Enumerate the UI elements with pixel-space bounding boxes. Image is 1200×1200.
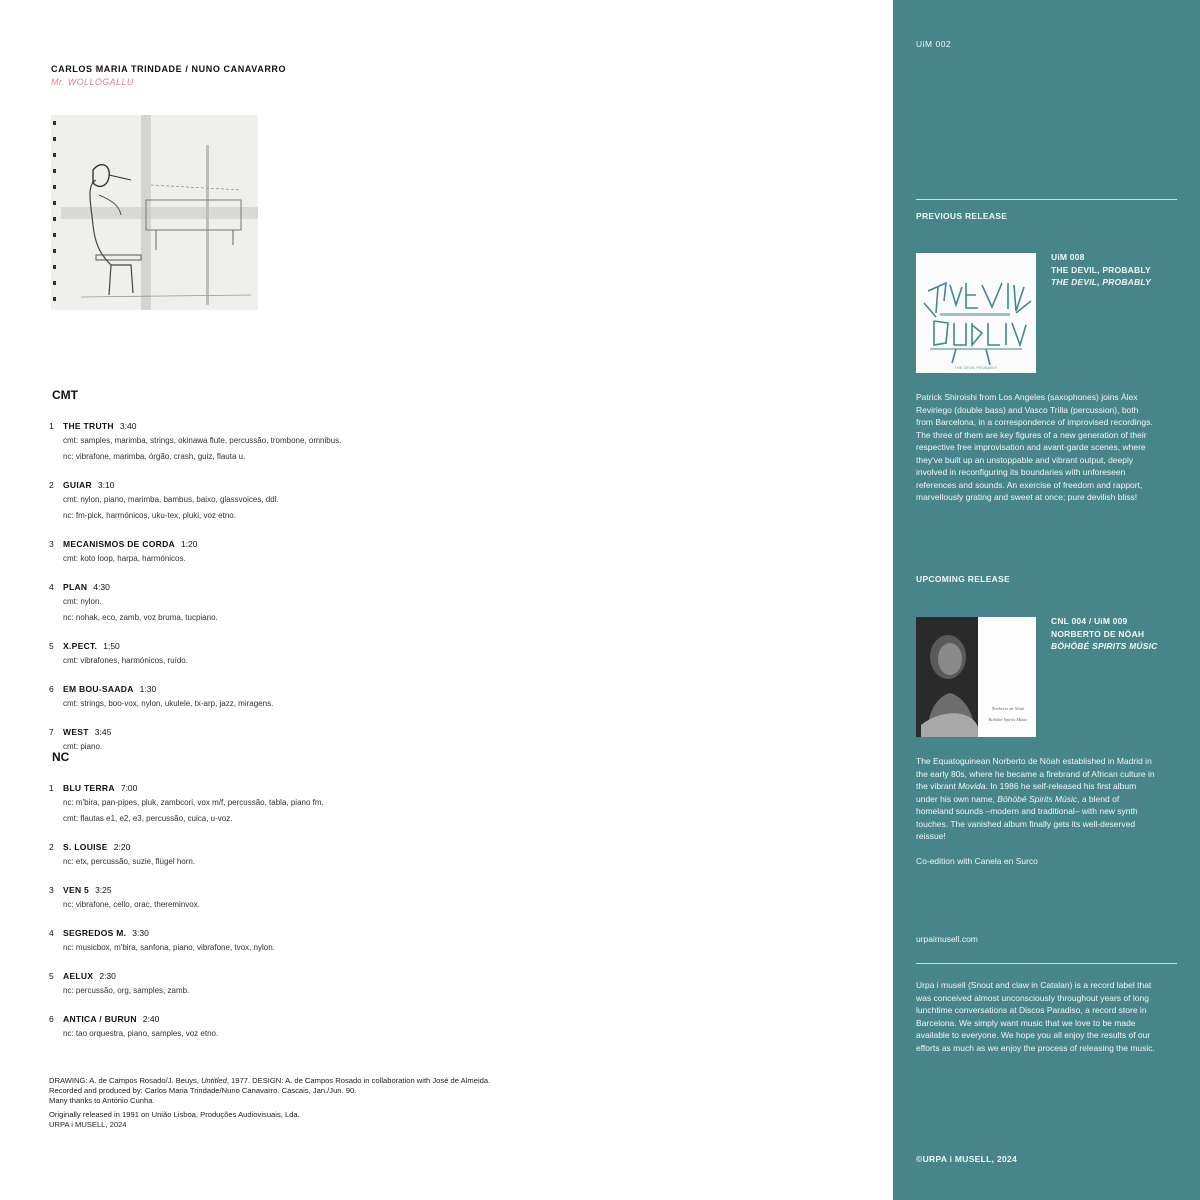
track-instruments: nc: fm-pick, harmónicos, uku-tex, pluki, voz etno.	[63, 511, 236, 520]
track-header	[49, 782, 549, 795]
album-artists: CARLOS MARIA TRINDADE / NUNO CANAVARRO	[51, 64, 287, 74]
track-header	[49, 683, 549, 696]
track-title: AELUX	[63, 971, 94, 981]
track-header	[49, 927, 549, 940]
track-duration: 3:25	[95, 885, 112, 895]
track-instruments: nc: etx, percussão, suzie, flügel horn.	[63, 857, 196, 866]
previous-release-cover	[916, 253, 1036, 373]
track-header	[49, 538, 549, 551]
upcoming-release-meta	[1051, 615, 1157, 653]
label-sidebar	[893, 0, 1200, 1200]
track-title: S. LOUISE	[63, 842, 108, 852]
track-number: 2	[49, 480, 54, 490]
track-number: 3	[49, 539, 54, 549]
track-header	[49, 726, 549, 739]
track-header	[49, 970, 549, 983]
track-duration: 3:30	[132, 928, 149, 938]
credits-label-year: URPA i MUSELL, 2024	[49, 1120, 127, 1129]
track-item	[49, 683, 549, 712]
track-instruments: nc: musicbox, m'bira, sanfona, piano, vibrafone, tvox, nylon.	[63, 943, 275, 952]
track-instruments: cmt: strings, boo-vox, nylon, ukulele, tx-arp, jazz, miragens.	[63, 699, 274, 708]
track-number: 4	[49, 582, 54, 592]
track-instruments: nc: vibrafone, cello, orac, thereminvox.	[63, 900, 200, 909]
label-about: Urpa i musell (Snout and claw in Catalan) is a record label that was conceived almost unconsciously throughout years of long lunchtime conversations at Discos Paradiso, a record store in Barcelona. We simply want music that we love to be made available to everyone. We hope you all enjoy the results of our efforts as much as we enjoy the process of releasing the music.	[916, 980, 1155, 1053]
divider	[916, 199, 1177, 200]
track-number: 6	[49, 684, 54, 694]
track-header	[49, 841, 549, 854]
coedition-note: Co-edition with Canela en Surco	[916, 855, 1038, 866]
track-instruments: cmt: flautas e1, e2, e3, percussão, cuica, u-voz.	[63, 814, 233, 823]
track-number: 7	[49, 727, 54, 737]
upcoming-cover-text-2: Böhöbé Spirits Músic	[988, 717, 1028, 722]
upcoming-release-title: BÖHÖBÉ SPIRITS MÚSIC	[1051, 641, 1158, 651]
previous-release-meta	[1051, 251, 1151, 289]
track-instruments: cmt: piano.	[63, 742, 103, 751]
upcoming-release-cat: CNL 004 / UiM 009	[1051, 616, 1128, 626]
track-number: 4	[49, 928, 54, 938]
track-item	[49, 538, 549, 567]
track-item	[49, 420, 549, 465]
track-item	[49, 884, 549, 913]
track-duration: 3:40	[119, 421, 137, 431]
track-item	[49, 479, 549, 524]
track-duration: 1:20	[180, 539, 198, 549]
track-instruments: cmt: nylon, piano, marimba, bambus, baixo, glassvoices, ddl.	[63, 495, 279, 504]
track-instruments: cmt: vibrafones, harmónicos, ruído.	[63, 656, 188, 665]
track-title: BLU TERRA	[63, 783, 115, 793]
album-title: Mr. WOLLOGALLU	[51, 77, 134, 87]
track-item	[49, 782, 549, 827]
previous-release-description: Patrick Shiroishi from Los Angeles (saxophones) joins Àlex Reviriego (double bass) and Vasco Trilla (percussion), both from Barcelona, in a correspondence of improvised recordings. The three of them are key figures of a new generation of their respective free improvisation and avant-garde scenes, where they've built up an unstoppable and vibrant output, deeply involved in reconfiguring its boundaries with unforeseen references and sounds. An exercise of freedom and rapport, marvellously grating and sweet at once; pure devilish bliss!	[916, 392, 1153, 502]
track-instruments: nc: vibrafone, marimba, órgão, crash, guiz, flauta u.	[63, 452, 246, 461]
track-duration: 7:00	[120, 783, 138, 793]
track-title: SEGREDOS M.	[63, 928, 127, 938]
track-instruments: nc: nohak, eco, zamb, voz bruma, tucpiano.	[63, 613, 218, 622]
track-title: THE TRUTH	[63, 421, 114, 431]
track-header	[49, 640, 549, 653]
track-instruments: cmt: nylon.	[63, 597, 102, 606]
side-b-heading: NC	[52, 750, 70, 764]
track-header	[49, 479, 549, 492]
track-item	[49, 640, 549, 669]
divider	[916, 963, 1177, 964]
side-b-tracklist	[49, 782, 549, 1056]
previous-cover-logo: THE DEVIL PROBABLY	[954, 365, 998, 370]
website-link[interactable]: urpaimusell.com	[916, 934, 978, 944]
track-duration: 3:10	[97, 480, 115, 490]
credits-drawing: DRAWING: A. de Campos Rosado/J. Beuys, Untitled, 1977. DESIGN: A. de Campos Rosado in collaboration with José de Almeida.	[49, 1076, 491, 1085]
track-number: 2	[49, 842, 54, 852]
track-header	[49, 1013, 549, 1026]
track-number: 1	[49, 421, 54, 431]
track-title: X.PECT.	[63, 641, 98, 651]
credits-recorded: Recorded and produced by: Carlos Maria Trindade/Nuno Canavarro. Cascais, Jan./Jun. 90.	[49, 1086, 357, 1095]
track-instruments: nc: percussão, org, samples, zamb.	[63, 986, 190, 995]
track-title: EM BOU-SAADA	[63, 684, 134, 694]
track-header	[49, 420, 549, 433]
track-item	[49, 970, 549, 999]
track-duration: 2:20	[113, 842, 131, 852]
credits-original: Originally released in 1991 on União Lisboa, Produções Audiovisuais, Lda.	[49, 1110, 300, 1119]
side-a-tracklist	[49, 420, 549, 769]
previous-release-heading: PREVIOUS RELEASE	[916, 211, 1008, 221]
track-item	[49, 841, 549, 870]
track-header	[49, 581, 549, 594]
track-duration: 2:30	[99, 971, 116, 981]
track-title: ANTICA / BURUN	[63, 1014, 137, 1024]
catalog-number: UiM 002	[916, 39, 952, 49]
track-number: 5	[49, 641, 54, 651]
track-item	[49, 581, 549, 626]
side-a-heading: CMT	[52, 388, 78, 402]
upcoming-release-heading: UPCOMING RELEASE	[916, 574, 1011, 584]
track-number: 6	[49, 1014, 54, 1024]
credits	[49, 1076, 490, 1130]
upcoming-release-cover	[916, 617, 1036, 737]
track-duration: 4:30	[93, 582, 110, 592]
previous-release-title: THE DEVIL, PROBABLY	[1051, 277, 1151, 287]
track-number: 5	[49, 971, 54, 981]
credits-thanks: Many thanks to António Cunha.	[49, 1096, 155, 1105]
track-number: 3	[49, 885, 54, 895]
upcoming-cover-text-1: Norberto de Nöah	[991, 706, 1025, 711]
track-instruments: cmt: samples, marimba, strings, okinawa flute, percussão, trombone, omnibus.	[63, 436, 342, 445]
previous-release-artist: THE DEVIL, PROBABLY	[1051, 264, 1151, 275]
track-item	[49, 927, 549, 956]
upcoming-release-description: The Equatoguinean Norberto de Nöah established in Madrid in the early 80s, where he became a firebrand of African culture in the vibrant Movida. In 1986 he self-released his first album under his own name, Böhöbé Spirits Músic, a blend of homeland sounds –modern and traditional– with new synth touches. The vanished album finally gets its well-deserved reissue! Co-edition with Canela en Surco	[916, 756, 1155, 866]
track-title: VEN 5	[63, 885, 90, 895]
track-duration: 3:45	[94, 727, 112, 737]
copyright-footer: ©URPA i MUSELL, 2024	[916, 1154, 1018, 1164]
previous-release-cat: UiM 008	[1051, 252, 1085, 262]
album-cover-drawing	[51, 115, 258, 310]
track-item	[49, 726, 549, 755]
track-duration: 1:50	[103, 641, 120, 651]
track-title: GUIAR	[63, 480, 92, 490]
track-duration: 2:40	[142, 1014, 160, 1024]
track-title: MECANISMOS DE CORDA	[63, 539, 175, 549]
track-header	[49, 884, 549, 897]
track-title: WEST	[63, 727, 89, 737]
upcoming-release-artist: NORBERTO DE NÖAH	[1051, 628, 1145, 639]
track-item	[49, 1013, 549, 1042]
track-instruments: nc: tao orquestra, piano, samples, voz etno.	[63, 1029, 219, 1038]
track-title: PLAN	[63, 582, 88, 592]
track-duration: 1:30	[139, 684, 157, 694]
track-instruments: nc: m'bira, pan-pipes, pluk, zambcori, vox m/f, percussão, tabla, piano fm.	[63, 798, 324, 807]
track-instruments: cmt: koto loop, harpa, harmónicos.	[63, 554, 186, 563]
track-number: 1	[49, 783, 54, 793]
